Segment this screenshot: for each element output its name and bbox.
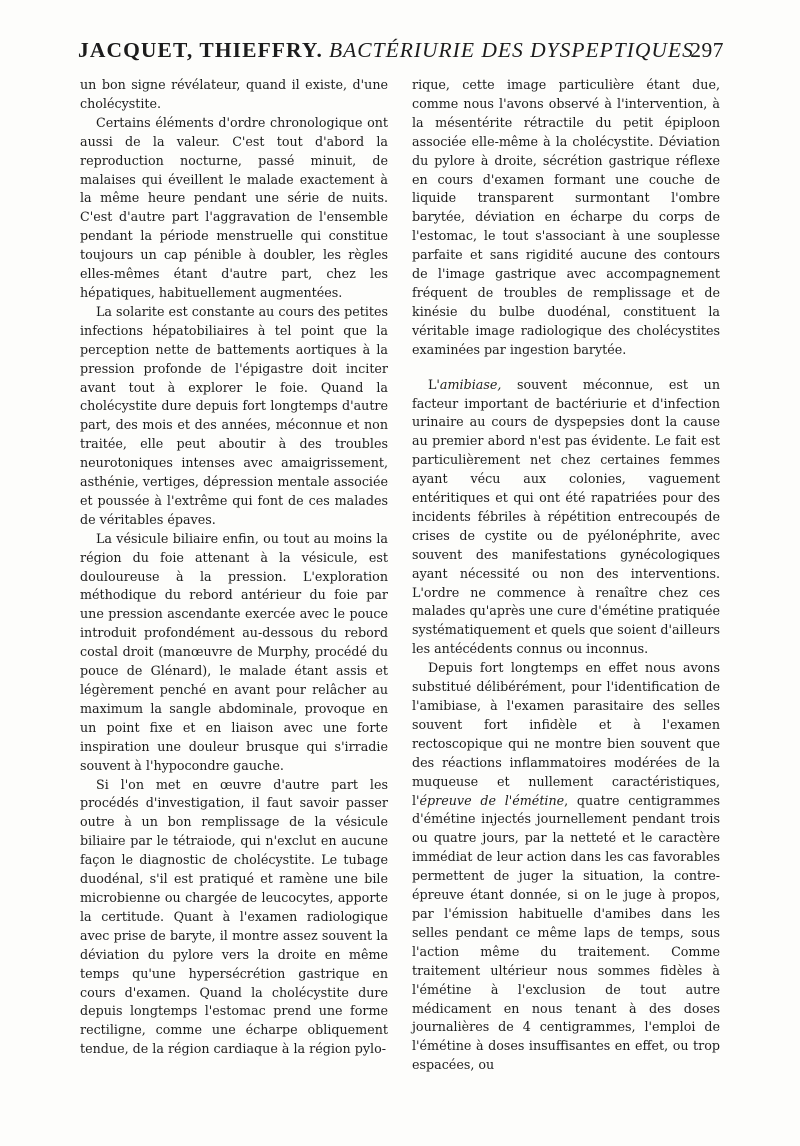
- text-run: L': [428, 376, 440, 392]
- left-column: [80, 76, 388, 1059]
- emphasis-epreuve: épreuve de l'émétine: [419, 792, 565, 808]
- paragraph: un bon signe révélateur, quand il existe, d'une cholécystite.: [80, 77, 388, 111]
- section-spacer: [412, 360, 720, 376]
- header-title: BACTÉRIURIE DES DYSPEPTIQUES: [329, 38, 694, 62]
- text-run: , quatre centigrammes d'émétine injectés journellement pendant trois ou quatre jours, par la netteté et le caractère immédiat de leur action dans les cas favorables permettent de juger la situation, la contre-épreuve étant donnée, si on le juge à propos, par l'émission habituelle d'amibes dans les selles pendant ce même laps de temps, sous l'action même du traitement. Comme traitement ultérieur nous sommes fidèles à l'émétine à l'exclusion de tout autre médicament en nous tenant à des doses journalières de 4 centigrammes, l'emploi de l'émétine à doses insuffisantes en effet, ou trop espacées, ou: [412, 792, 720, 1073]
- paragraph: Si l'on met en œuvre d'autre part les procédés d'investigation, il faut savoir passer outre à un bon remplissage de la vésicule biliaire par le tétraiode, qui n'exclut en aucune façon le diagnostic de cholécystite. Le tubage duodénal, s'il est pratiqué et ramène une bile microbienne ou chargée de leucocytes, apporte la certitude. Quant à l'examen radiologique avec prise de baryte, il montre assez souvent la déviation du pylore vers la droite en même temps qu'une hypersécrétion gastrique en cours d'examen. Quand la cholécystite dure depuis longtemps l'estomac prend une forme rectiligne, comme une écharpe obliquement tendue, de la région cardiaque à la région pylo-: [80, 776, 388, 1057]
- emphasis-amibiase: amibiase,: [439, 376, 502, 392]
- paragraph: Certains éléments d'ordre chronologique ont aussi de la valeur. C'est tout d'abord la reproduction nocturne, passé minuit, de malaises qui éveillent le malade exactement à la même heure pendant une série de nuits. C'est d'autre part l'aggravation de l'ensemble pendant la période menstruelle qui constitue toujours un cap pénible à doubler, les règles elles-mêmes étant d'autre part, chez les hépatiques, habituellement augmentées.: [80, 114, 388, 300]
- paragraph-amibiase: [412, 376, 720, 660]
- text-run: Depuis fort longtemps en effet nous avons substitué délibérément, pour l'identification de l'amibiase, à l'examen parasitaire des selles souvent fort infidèle et à l'examen rectoscopique qui ne montre bien souvent que des réactions inflammatoires modérées de la muqueuse et nullement caractéristiques, l': [412, 660, 720, 808]
- paragraph: rique, cette image particulière étant due, comme nous l'avons observé à l'intervention, à la mésentérite rétractile du petit épiploon associée elle-même à la cholécystite. Déviation du pylore à droite, sécrétion gastrique réflexe en cours d'examen formant une couche de liquide transparent surmontant l'ombre barytée, déviation en écharpe du corps de l'estomac, le tout s'associant à une souplesse parfaite et sans rigidité aucune des contours de l'image gastrique avec accompagnement fréquent de troubles de remplissage et de kinésie du bulbe duodénal, constituent la véritable image radiologique des cholécystites examinées par ingestion barytée.: [412, 77, 720, 357]
- page-number: 297: [690, 38, 724, 62]
- paragraph: La solarite est constante au cours des petites infections hépatobiliaires à tel point que la perception nette de battements aortiques à la pression profonde de l'épigastre doit inciter avant tout à explorer le foie. Quand la cholécystite dure depuis fort longtemps d'autre part, des mois et des années, méconnue et non traitée, elle peut aboutir à des troubles neurotoniques intenses avec amaigrissement, asthénie, vertiges, dépression mentale associée et poussée à l'extrême qui font de ces malades de véritables épaves.: [80, 303, 388, 527]
- running-header: [78, 38, 724, 66]
- header-authors: JACQUET, THIEFFRY.: [78, 38, 324, 62]
- paragraph: La vésicule biliaire enfin, ou tout au moins la région du foie attenant à la vésicule, est douloureuse à la pression. L'exploration méthodique du rebord antérieur du foie par une pression ascendante exercée avec le pouce introduit profondément au-dessous du rebord costal droit (manœuvre de Murphy, procédé du pouce de Glénard), le malade étant assis et légèrement penché en avant pour relâcher au maximum la sangle abdominale, provoque en un point fixe et en liaison avec une forte inspiration une douleur brusque qui s'irradie souvent à l'hypocondre gauche.: [80, 530, 388, 773]
- right-column: [412, 76, 720, 1075]
- text-run: souvent méconnue, est un facteur important de bactériurie et d'infection urinaire au cours de dyspepsies dont la cause au premier abord n'est pas évidente. Le fait est particulièrement net chez certaines femmes ayant vécu aux colonies, vaguement entéritiques et qui ont été rapatriées pour des incidents fébriles à répétition entrecoupés de crises de cystite ou de pyélonéphrite, avec souvent des manifestations gynécologiques ayant nécessité ou non des interventions. L'ordre ne commence à renaître chez ces malades qu'après une cure d'émétine pratiquée systématiquement et quels que soient d'ailleurs les antécédents connus ou inconnus.: [412, 376, 720, 657]
- paragraph-emetine: [412, 659, 720, 1075]
